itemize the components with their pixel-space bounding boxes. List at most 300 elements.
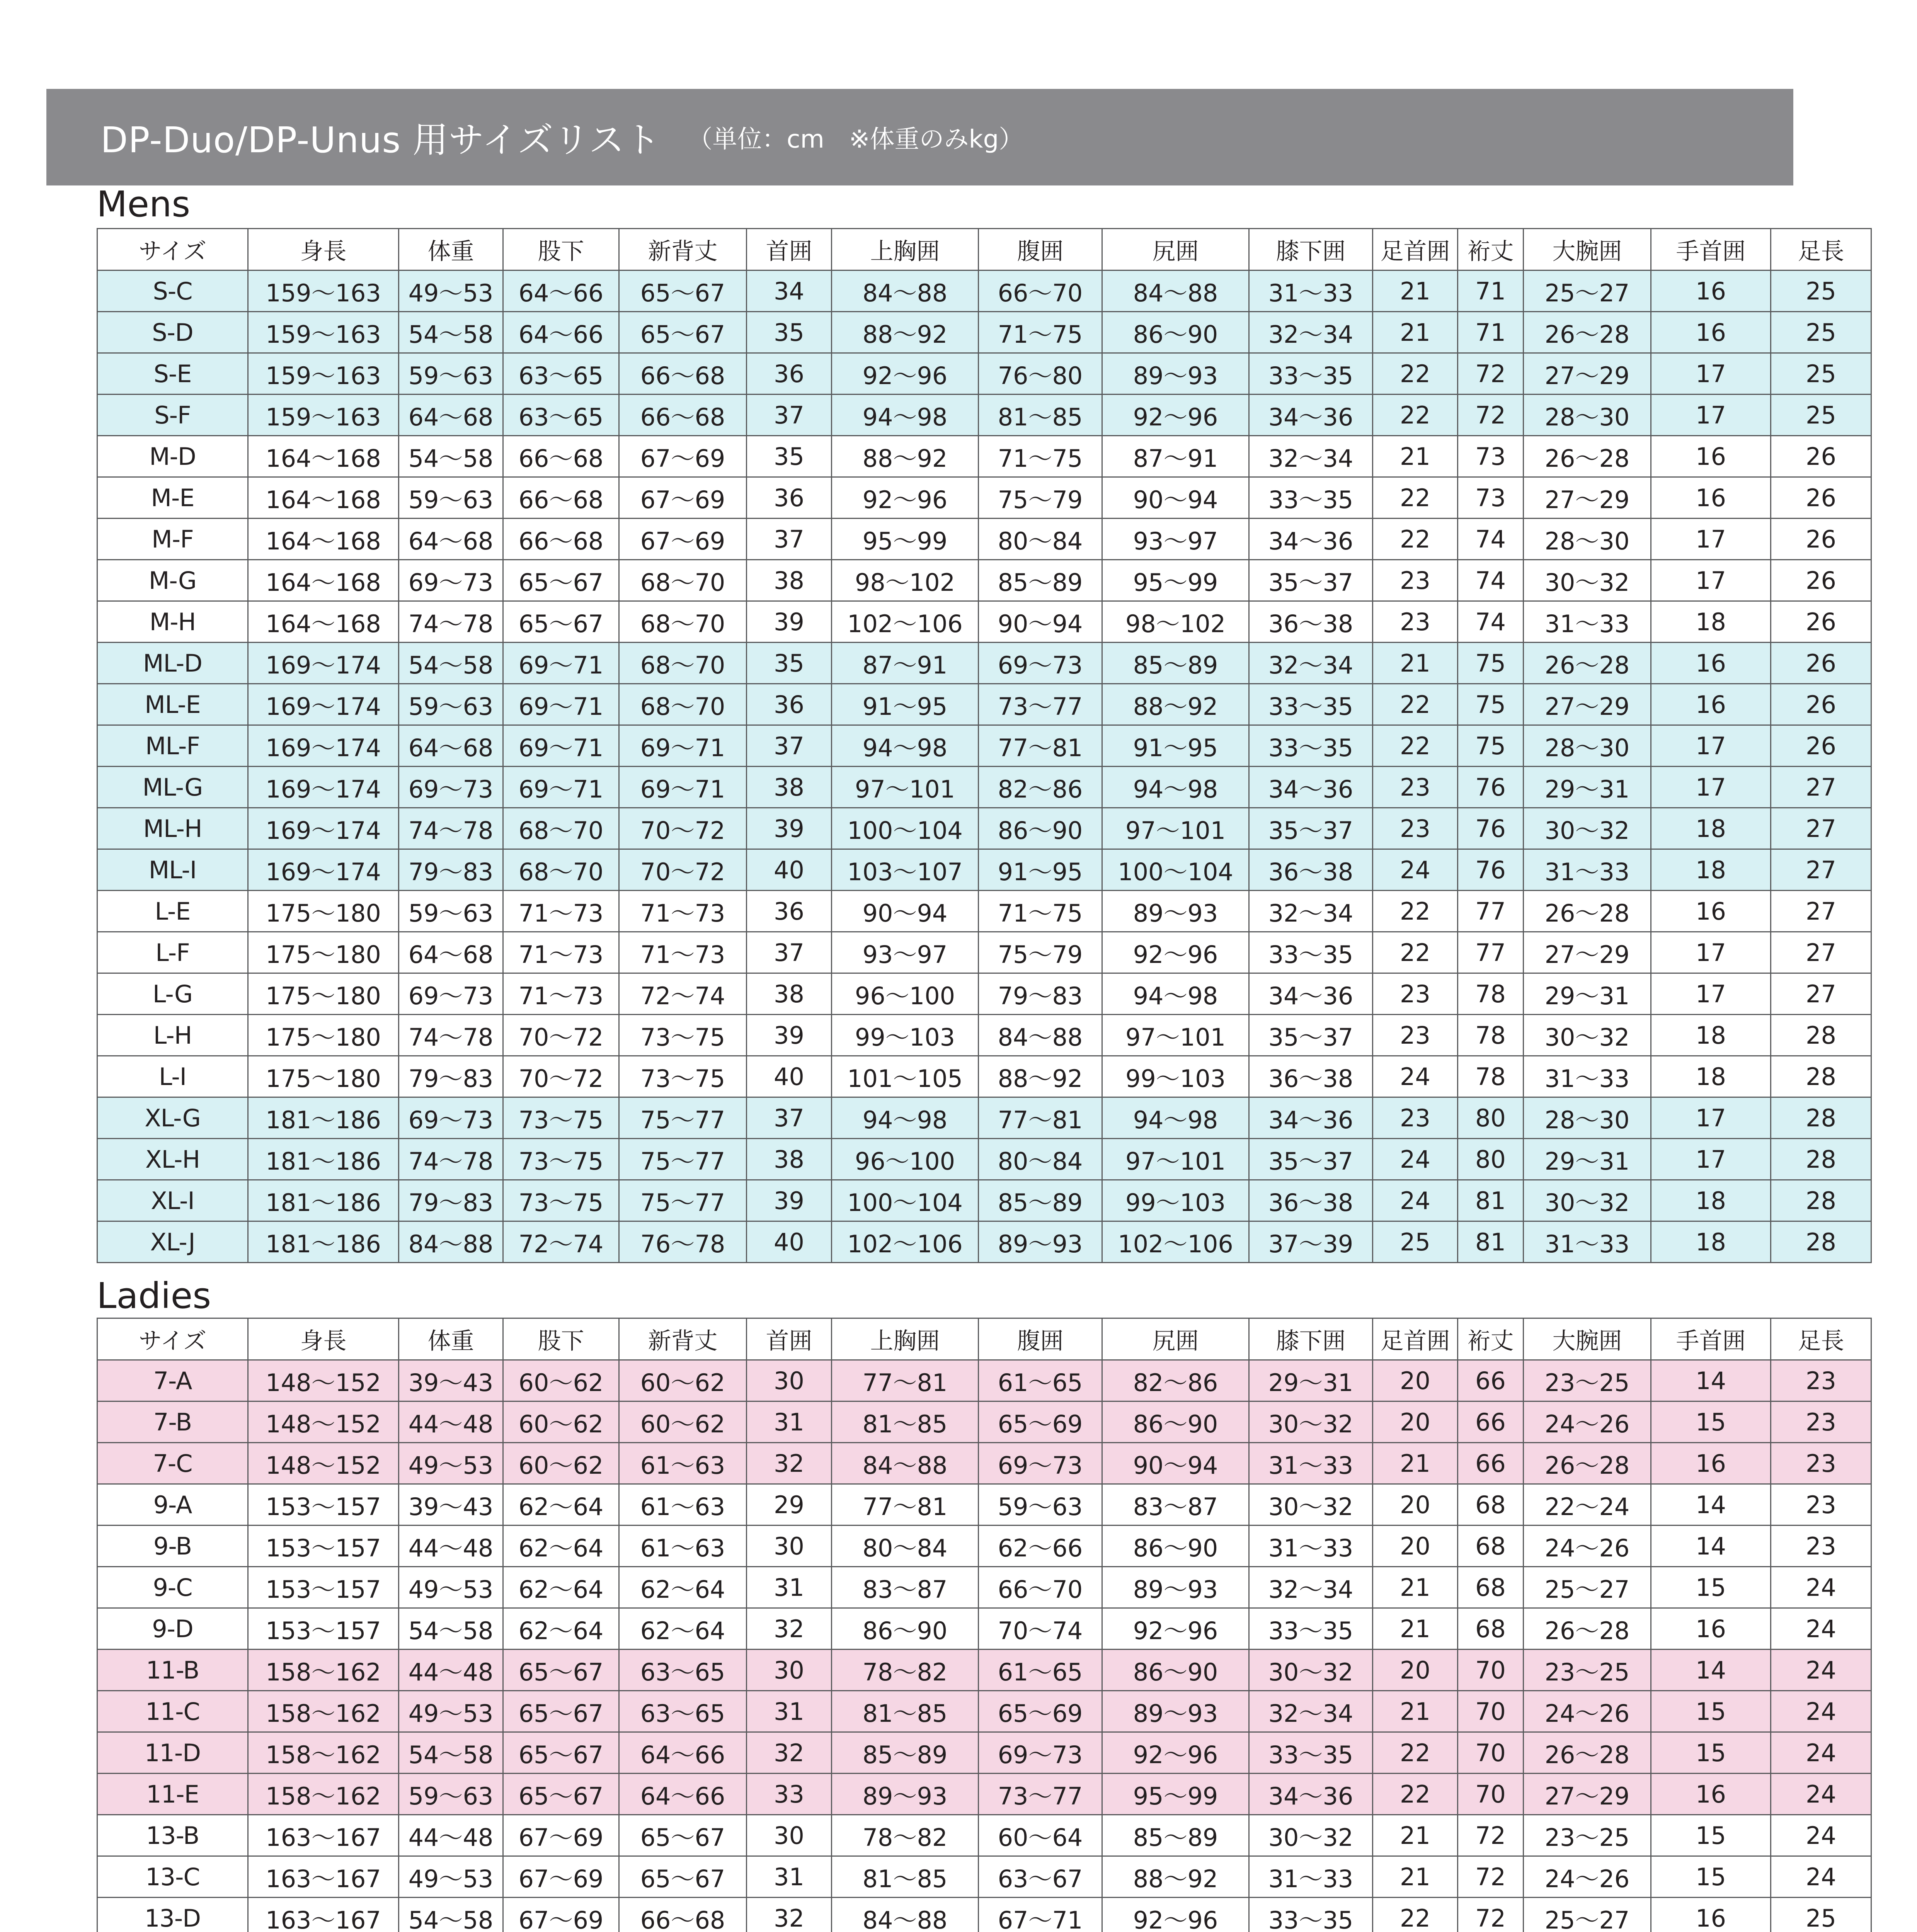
column-header: 上胸囲 — [832, 1318, 979, 1360]
table-cell: 65～67 — [619, 270, 747, 312]
table-cell: 158～162 — [248, 1650, 399, 1691]
table-cell: 54～58 — [399, 1898, 503, 1932]
table-cell: 68～70 — [619, 560, 747, 601]
table-cell: 95～99 — [1102, 560, 1249, 601]
table-cell: 30～32 — [1524, 1180, 1651, 1221]
table-cell: 98～102 — [832, 560, 979, 601]
table-cell: 95～99 — [832, 519, 979, 560]
table-cell: 27～29 — [1524, 353, 1651, 395]
table-cell: 24 — [1373, 1139, 1458, 1180]
table-cell: 17 — [1651, 767, 1771, 808]
table-cell: 27～29 — [1524, 684, 1651, 725]
table-cell: 26 — [1771, 725, 1871, 767]
table-cell: 31～33 — [1524, 1056, 1651, 1097]
table-cell: 26 — [1771, 436, 1871, 477]
table-cell: 27 — [1771, 849, 1871, 891]
table-cell: 99～103 — [1102, 1056, 1249, 1097]
column-header: 裄丈 — [1458, 1318, 1524, 1360]
mens-section-title: Mens — [97, 184, 191, 225]
column-header: 尻囲 — [1102, 229, 1249, 270]
table-cell: 66 — [1458, 1401, 1524, 1443]
table-cell: 35 — [747, 312, 832, 353]
table-cell: 94～98 — [1102, 767, 1249, 808]
table-cell: 71～73 — [619, 891, 747, 932]
table-cell: 77～81 — [832, 1484, 979, 1526]
table-cell: 86～90 — [1102, 312, 1249, 353]
table-cell: 30～32 — [1524, 560, 1651, 601]
table-cell: 24 — [1771, 1774, 1871, 1815]
table-cell: 23 — [1771, 1360, 1871, 1401]
column-header: 足首囲 — [1373, 229, 1458, 270]
table-cell: 17 — [1651, 519, 1771, 560]
column-header: 膝下囲 — [1249, 1318, 1373, 1360]
table-cell: 37 — [747, 519, 832, 560]
table-cell: 62～66 — [979, 1526, 1102, 1567]
table-cell: 77 — [1458, 932, 1524, 973]
table-cell: 78 — [1458, 973, 1524, 1015]
table-cell: 164～168 — [248, 436, 399, 477]
size-name-cell: ML-D — [97, 643, 248, 684]
table-cell: 69～71 — [503, 767, 619, 808]
table-cell: 40 — [747, 1056, 832, 1097]
table-cell: 24 — [1771, 1856, 1871, 1898]
table-cell: 89～93 — [1102, 1691, 1249, 1732]
table-cell: 93～97 — [1102, 519, 1249, 560]
table-cell: 22 — [1373, 1774, 1458, 1815]
table-cell: 81～85 — [832, 1691, 979, 1732]
table-cell: 32 — [747, 1443, 832, 1484]
table-cell: 21 — [1373, 1443, 1458, 1484]
table-cell: 31～33 — [1524, 849, 1651, 891]
table-cell: 88～92 — [1102, 684, 1249, 725]
table-cell: 37 — [747, 395, 832, 436]
size-name-cell: ML-G — [97, 767, 248, 808]
table-cell: 102～106 — [832, 1221, 979, 1263]
table-cell: 90～94 — [979, 601, 1102, 643]
table-cell: 20 — [1373, 1526, 1458, 1567]
table-cell: 79～83 — [399, 1180, 503, 1221]
size-name-cell: 13-D — [97, 1898, 248, 1932]
table-cell: 175～180 — [248, 1015, 399, 1056]
table-cell: 73～77 — [979, 1774, 1102, 1815]
table-row — [97, 1526, 1871, 1567]
table-cell: 34～36 — [1249, 1097, 1373, 1139]
table-cell: 36～38 — [1249, 849, 1373, 891]
table-cell: 74～78 — [399, 808, 503, 849]
table-cell: 169～174 — [248, 767, 399, 808]
table-cell: 59～63 — [399, 477, 503, 519]
table-cell: 23 — [1373, 808, 1458, 849]
column-header: 足長 — [1771, 1318, 1871, 1360]
table-cell: 26 — [1771, 601, 1871, 643]
table-cell: 24 — [1373, 1056, 1458, 1097]
table-cell: 93～97 — [832, 932, 979, 973]
table-cell: 23～25 — [1524, 1650, 1651, 1691]
table-cell: 181～186 — [248, 1180, 399, 1221]
table-cell: 158～162 — [248, 1732, 399, 1774]
table-cell: 30～32 — [1249, 1484, 1373, 1526]
table-cell: 83～87 — [1102, 1484, 1249, 1526]
table-cell: 18 — [1651, 1056, 1771, 1097]
table-cell: 33～35 — [1249, 1898, 1373, 1932]
table-cell: 36～38 — [1249, 601, 1373, 643]
table-cell: 16 — [1651, 436, 1771, 477]
table-cell: 79～83 — [979, 973, 1102, 1015]
table-cell: 65～67 — [503, 1691, 619, 1732]
table-cell: 54～58 — [399, 1732, 503, 1774]
table-cell: 16 — [1651, 891, 1771, 932]
size-name-cell: 13-B — [97, 1815, 248, 1856]
table-row — [97, 1608, 1871, 1650]
column-header: 股下 — [503, 229, 619, 270]
table-cell: 65～67 — [503, 560, 619, 601]
table-cell: 44～48 — [399, 1650, 503, 1691]
table-cell: 78 — [1458, 1015, 1524, 1056]
table-cell: 159～163 — [248, 395, 399, 436]
table-cell: 81～85 — [832, 1401, 979, 1443]
table-cell: 61～65 — [979, 1360, 1102, 1401]
size-name-cell: M-H — [97, 601, 248, 643]
table-cell: 68～70 — [619, 643, 747, 684]
table-cell: 15 — [1651, 1401, 1771, 1443]
table-cell: 24～26 — [1524, 1856, 1651, 1898]
table-cell: 36 — [747, 353, 832, 395]
table-cell: 97～101 — [1102, 1139, 1249, 1180]
table-cell: 27 — [1771, 973, 1871, 1015]
table-cell: 66～68 — [619, 353, 747, 395]
table-cell: 69～71 — [503, 684, 619, 725]
table-cell: 67～69 — [503, 1815, 619, 1856]
table-cell: 181～186 — [248, 1097, 399, 1139]
table-cell: 175～180 — [248, 973, 399, 1015]
table-cell: 65～67 — [503, 601, 619, 643]
table-cell: 21 — [1373, 436, 1458, 477]
table-cell: 21 — [1373, 1815, 1458, 1856]
size-name-cell: 7-A — [97, 1360, 248, 1401]
table-row — [97, 1691, 1871, 1732]
table-row — [97, 684, 1871, 725]
table-cell: 33～35 — [1249, 353, 1373, 395]
size-name-cell: 9-B — [97, 1526, 248, 1567]
table-row — [97, 601, 1871, 643]
column-header: 首囲 — [747, 229, 832, 270]
table-cell: 103～107 — [832, 849, 979, 891]
table-cell: 65～67 — [503, 1650, 619, 1691]
table-cell: 68 — [1458, 1484, 1524, 1526]
table-cell: 38 — [747, 973, 832, 1015]
table-row — [97, 1360, 1871, 1401]
table-cell: 22 — [1373, 725, 1458, 767]
table-cell: 65～67 — [619, 1856, 747, 1898]
column-header: 体重 — [399, 1318, 503, 1360]
table-cell: 67～71 — [979, 1898, 1102, 1932]
table-cell: 38 — [747, 560, 832, 601]
table-cell: 23 — [1771, 1484, 1871, 1526]
size-name-cell: L-G — [97, 973, 248, 1015]
table-cell: 75～77 — [619, 1097, 747, 1139]
table-cell: 66～70 — [979, 270, 1102, 312]
table-cell: 16 — [1651, 684, 1771, 725]
table-cell: 34 — [747, 270, 832, 312]
table-cell: 29 — [747, 1484, 832, 1526]
size-name-cell: 9-C — [97, 1567, 248, 1608]
table-cell: 25 — [1771, 353, 1871, 395]
table-cell: 33～35 — [1249, 725, 1373, 767]
table-cell: 66 — [1458, 1360, 1524, 1401]
table-cell: 70～74 — [979, 1608, 1102, 1650]
table-cell: 23 — [1373, 560, 1458, 601]
table-cell: 84～88 — [832, 1898, 979, 1932]
table-cell: 68～70 — [503, 808, 619, 849]
table-cell: 84～88 — [979, 1015, 1102, 1056]
table-cell: 18 — [1651, 601, 1771, 643]
table-cell: 88～92 — [1102, 1856, 1249, 1898]
table-cell: 61～63 — [619, 1443, 747, 1484]
table-cell: 30 — [747, 1650, 832, 1691]
table-cell: 24～26 — [1524, 1691, 1651, 1732]
table-cell: 39 — [747, 601, 832, 643]
table-cell: 29～31 — [1524, 767, 1651, 808]
table-cell: 62～64 — [619, 1567, 747, 1608]
table-cell: 63～65 — [619, 1691, 747, 1732]
mens-header-row — [97, 229, 1871, 270]
table-row — [97, 1815, 1871, 1856]
table-cell: 94～98 — [1102, 1097, 1249, 1139]
table-cell: 71～75 — [979, 312, 1102, 353]
size-name-cell: 11-E — [97, 1774, 248, 1815]
table-cell: 25 — [1373, 1221, 1458, 1263]
table-cell: 15 — [1651, 1567, 1771, 1608]
size-name-cell: 7-C — [97, 1443, 248, 1484]
table-cell: 28 — [1771, 1097, 1871, 1139]
table-cell: 59～63 — [979, 1484, 1102, 1526]
table-cell: 68～70 — [619, 601, 747, 643]
table-cell: 34～36 — [1249, 519, 1373, 560]
table-cell: 92～96 — [832, 477, 979, 519]
table-cell: 28 — [1771, 1180, 1871, 1221]
table-cell: 65～67 — [619, 312, 747, 353]
table-cell: 26～28 — [1524, 891, 1651, 932]
size-name-cell: 11-D — [97, 1732, 248, 1774]
table-cell: 72 — [1458, 353, 1524, 395]
table-cell: 60～62 — [503, 1360, 619, 1401]
table-cell: 94～98 — [832, 395, 979, 436]
table-cell: 39～43 — [399, 1360, 503, 1401]
table-cell: 17 — [1651, 932, 1771, 973]
table-cell: 30 — [747, 1526, 832, 1567]
table-row — [97, 808, 1871, 849]
table-cell: 98～102 — [1102, 601, 1249, 643]
table-cell: 65～67 — [619, 1815, 747, 1856]
table-cell: 23 — [1771, 1526, 1871, 1567]
table-cell: 14 — [1651, 1484, 1771, 1526]
table-cell: 14 — [1651, 1526, 1771, 1567]
table-cell: 102～106 — [832, 601, 979, 643]
table-cell: 37～39 — [1249, 1221, 1373, 1263]
table-cell: 66～68 — [619, 395, 747, 436]
table-cell: 20 — [1373, 1360, 1458, 1401]
table-cell: 73～75 — [503, 1180, 619, 1221]
table-cell: 99～103 — [832, 1015, 979, 1056]
table-cell: 18 — [1651, 808, 1771, 849]
table-cell: 181～186 — [248, 1139, 399, 1180]
table-cell: 60～62 — [619, 1360, 747, 1401]
table-cell: 64～68 — [399, 725, 503, 767]
table-cell: 70～72 — [619, 808, 747, 849]
table-cell: 66 — [1458, 1443, 1524, 1484]
table-cell: 28 — [1771, 1015, 1871, 1056]
table-cell: 36 — [747, 477, 832, 519]
table-cell: 65～69 — [979, 1691, 1102, 1732]
table-row — [97, 932, 1871, 973]
table-cell: 25～27 — [1524, 1567, 1651, 1608]
table-row — [97, 519, 1871, 560]
table-cell: 28 — [1771, 1221, 1871, 1263]
table-cell: 85～89 — [979, 1180, 1102, 1221]
table-cell: 18 — [1651, 1221, 1771, 1263]
table-cell: 16 — [1651, 643, 1771, 684]
table-cell: 148～152 — [248, 1360, 399, 1401]
table-cell: 66～68 — [503, 436, 619, 477]
table-cell: 60～64 — [979, 1815, 1102, 1856]
table-cell: 83～87 — [832, 1567, 979, 1608]
table-cell: 67～69 — [503, 1898, 619, 1932]
table-cell: 72 — [1458, 1856, 1524, 1898]
table-cell: 164～168 — [248, 560, 399, 601]
table-cell: 27 — [1771, 808, 1871, 849]
table-cell: 74 — [1458, 519, 1524, 560]
table-cell: 82～86 — [979, 767, 1102, 808]
table-cell: 20 — [1373, 1650, 1458, 1691]
table-cell: 175～180 — [248, 932, 399, 973]
table-cell: 16 — [1651, 1898, 1771, 1932]
table-cell: 17 — [1651, 725, 1771, 767]
table-cell: 77 — [1458, 891, 1524, 932]
table-cell: 89～93 — [979, 1221, 1102, 1263]
size-name-cell: S-F — [97, 395, 248, 436]
table-row — [97, 560, 1871, 601]
table-cell: 34～36 — [1249, 395, 1373, 436]
table-cell: 17 — [1651, 973, 1771, 1015]
column-header: 体重 — [399, 229, 503, 270]
table-cell: 31 — [747, 1856, 832, 1898]
table-cell: 27～29 — [1524, 1774, 1651, 1815]
table-cell: 35～37 — [1249, 560, 1373, 601]
table-row — [97, 725, 1871, 767]
table-cell: 17 — [1651, 395, 1771, 436]
table-cell: 65～67 — [503, 1732, 619, 1774]
table-cell: 49～53 — [399, 1856, 503, 1898]
table-cell: 96～100 — [832, 973, 979, 1015]
table-cell: 25 — [1771, 270, 1871, 312]
table-row — [97, 436, 1871, 477]
size-name-cell: S-C — [97, 270, 248, 312]
table-cell: 148～152 — [248, 1443, 399, 1484]
table-cell: 38 — [747, 1139, 832, 1180]
table-cell: 44～48 — [399, 1526, 503, 1567]
table-cell: 35～37 — [1249, 1139, 1373, 1180]
table-cell: 159～163 — [248, 270, 399, 312]
table-cell: 69～73 — [979, 1732, 1102, 1774]
ladies-size-table — [97, 1318, 1872, 1932]
table-row — [97, 1097, 1871, 1139]
table-cell: 66～68 — [619, 1898, 747, 1932]
table-cell: 27 — [1771, 932, 1871, 973]
size-name-cell: M-G — [97, 560, 248, 601]
table-cell: 66～68 — [503, 477, 619, 519]
table-cell: 24 — [1771, 1650, 1871, 1691]
table-cell: 62～64 — [503, 1608, 619, 1650]
table-cell: 69～71 — [503, 643, 619, 684]
table-cell: 88～92 — [832, 312, 979, 353]
table-cell: 33～35 — [1249, 1732, 1373, 1774]
ladies-section-title: Ladies — [97, 1275, 211, 1316]
table-cell: 26 — [1771, 477, 1871, 519]
table-cell: 78～82 — [832, 1650, 979, 1691]
table-row — [97, 270, 1871, 312]
table-cell: 74～78 — [399, 1015, 503, 1056]
table-cell: 70 — [1458, 1774, 1524, 1815]
table-cell: 30 — [747, 1815, 832, 1856]
table-cell: 91～95 — [1102, 725, 1249, 767]
table-cell: 33～35 — [1249, 1608, 1373, 1650]
table-cell: 49～53 — [399, 1567, 503, 1608]
table-cell: 32 — [747, 1898, 832, 1932]
table-cell: 24 — [1771, 1732, 1871, 1774]
table-cell: 63～65 — [619, 1650, 747, 1691]
column-header: 新背丈 — [619, 229, 747, 270]
size-name-cell: 11-B — [97, 1650, 248, 1691]
table-row — [97, 767, 1871, 808]
table-cell: 85～89 — [979, 560, 1102, 601]
table-cell: 86～90 — [832, 1608, 979, 1650]
table-cell: 39～43 — [399, 1484, 503, 1526]
table-cell: 80～84 — [832, 1526, 979, 1567]
table-cell: 84～88 — [399, 1221, 503, 1263]
size-name-cell: 9-A — [97, 1484, 248, 1526]
table-cell: 21 — [1373, 1567, 1458, 1608]
table-cell: 22 — [1373, 353, 1458, 395]
column-header: 手首囲 — [1651, 1318, 1771, 1360]
size-name-cell: 9-D — [97, 1608, 248, 1650]
table-row — [97, 1732, 1871, 1774]
table-cell: 35 — [747, 436, 832, 477]
size-name-cell: L-I — [97, 1056, 248, 1097]
column-header: 膝下囲 — [1249, 229, 1373, 270]
size-name-cell: M-D — [97, 436, 248, 477]
table-cell: 15 — [1651, 1815, 1771, 1856]
table-cell: 84～88 — [1102, 270, 1249, 312]
table-cell: 27 — [1771, 767, 1871, 808]
table-cell: 24 — [1771, 1567, 1871, 1608]
table-cell: 44～48 — [399, 1401, 503, 1443]
table-cell: 73～77 — [979, 684, 1102, 725]
table-cell: 74 — [1458, 601, 1524, 643]
table-cell: 28～30 — [1524, 519, 1651, 560]
table-cell: 89～93 — [832, 1774, 979, 1815]
table-cell: 34～36 — [1249, 973, 1373, 1015]
table-row — [97, 1139, 1871, 1180]
table-cell: 94～98 — [1102, 973, 1249, 1015]
table-row — [97, 1856, 1871, 1898]
table-cell: 62～64 — [503, 1484, 619, 1526]
table-cell: 88～92 — [979, 1056, 1102, 1097]
table-cell: 30～32 — [1524, 1015, 1651, 1056]
table-cell: 74～78 — [399, 1139, 503, 1180]
table-cell: 26 — [1771, 519, 1871, 560]
table-cell: 72～74 — [503, 1221, 619, 1263]
table-cell: 32～34 — [1249, 1691, 1373, 1732]
